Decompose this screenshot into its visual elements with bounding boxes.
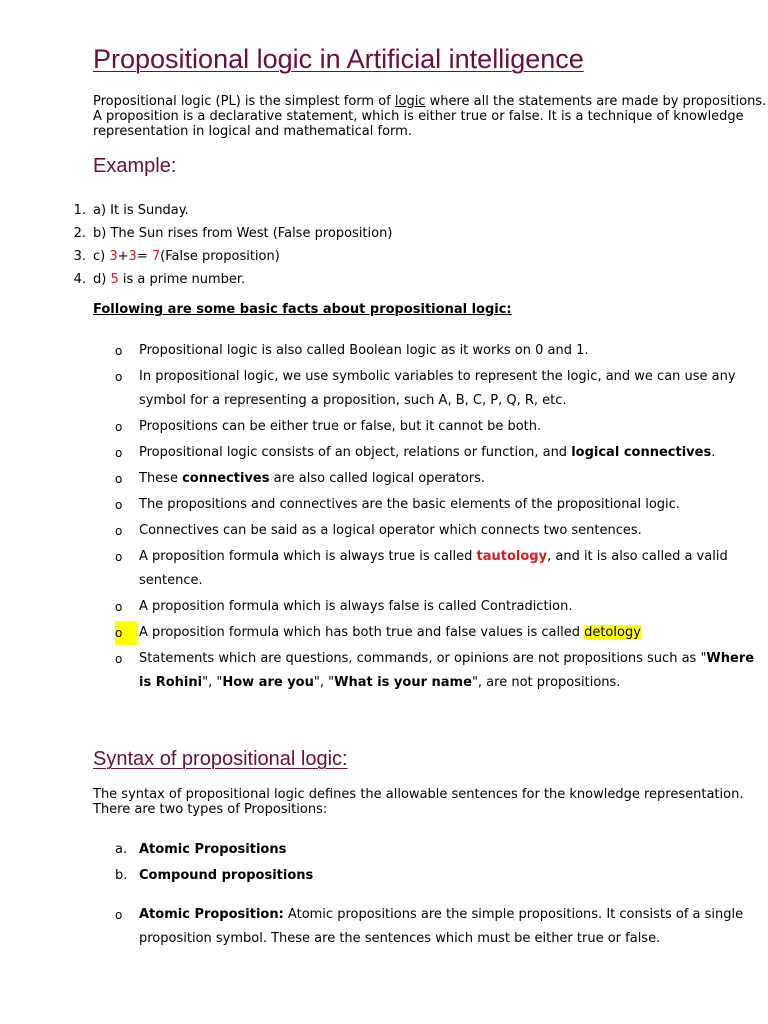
atomic-label: Atomic Proposition: — [139, 907, 284, 922]
fact-item — [0, 519, 768, 543]
atomic-list — [0, 903, 768, 953]
bullet-marker: o — [115, 344, 123, 358]
fact-text: , and it is also called a valid sentence. — [139, 549, 728, 588]
bold-quote: Where is Rohini — [139, 651, 755, 690]
syntax-heading: Syntax of propositional logic: — [93, 748, 348, 770]
fact-item — [0, 903, 768, 951]
bullet-marker: o — [115, 472, 123, 486]
red-number: 3 — [109, 249, 118, 264]
bullet-marker: o — [115, 524, 123, 538]
fact-text: The propositions and connectives are the basic elements of the propositional logic. — [139, 497, 680, 512]
bold-term: logical connectives — [571, 445, 712, 460]
equals-operator: = — [136, 249, 152, 264]
bold-quote: How are you — [222, 675, 314, 690]
red-number: 5 — [110, 272, 119, 287]
list-item-text: Compound propositions — [139, 868, 314, 883]
facts-heading: Following are some basic facts about propositional logic: — [93, 302, 512, 317]
highlighted-term: detology — [584, 625, 641, 640]
facts-list — [0, 339, 768, 697]
syntax-intro-paragraph: The syntax of propositional logic defines the allowable sentences for the knowledge representation. There are two types of Propositions: — [93, 787, 744, 817]
fact-item — [0, 493, 768, 517]
fact-item — [0, 339, 768, 363]
example-suffix: (False proposition) — [160, 249, 280, 264]
list-letter: b. — [115, 868, 128, 883]
bullet-marker: o — [115, 420, 123, 434]
logic-link[interactable]: logic — [394, 94, 426, 109]
list-item-text: a) It is Sunday. — [93, 203, 189, 218]
example-heading: Example: — [93, 155, 177, 177]
page-title: Propositional logic in Artificial intelligence — [93, 44, 584, 74]
plus-operator: + — [117, 249, 129, 264]
list-item-text — [93, 271, 245, 289]
bold-quote: What is your name — [334, 675, 472, 690]
fact-item — [0, 441, 768, 465]
example-prefix: d) — [93, 272, 111, 287]
fact-text: Propositions can be either true or false, but it cannot be both. — [139, 419, 542, 434]
bullet-marker: o — [115, 370, 123, 384]
fact-text: In propositional logic, we use symbolic variables to represent the logic, and we can use any symbol for a representing a proposition, such A, B, C, P, Q, R, etc. — [139, 369, 736, 408]
bullet-marker: o — [115, 446, 123, 460]
fact-text: A proposition formula which is always false is called Contradiction. — [139, 599, 573, 614]
fact-item — [0, 621, 768, 645]
tautology-term: tautology — [476, 549, 548, 564]
fact-item — [0, 647, 768, 695]
fact-item — [0, 365, 768, 413]
example-prefix: c) — [93, 249, 110, 264]
fact-item — [0, 545, 768, 593]
red-number: 7 — [151, 249, 161, 264]
list-item-text: Atomic Propositions — [139, 842, 287, 857]
list-letter: a. — [115, 842, 128, 857]
fact-text: ", " — [313, 675, 335, 690]
fact-text: ", " — [202, 675, 223, 690]
list-number: 4. — [73, 272, 86, 287]
fact-text: . — [711, 445, 716, 460]
fact-text: Statements which are questions, commands, or opinions are not propositions such as " — [139, 651, 707, 666]
list-item-text — [93, 248, 280, 266]
fact-text: Propositional logic consists of an object, relations or function, and — [139, 445, 572, 460]
example-suffix: is a prime number. — [118, 272, 246, 287]
fact-item — [0, 595, 768, 619]
fact-text: are also called logical operators. — [269, 471, 486, 486]
list-number: 3. — [73, 249, 86, 264]
intro-paragraph — [93, 94, 768, 139]
fact-text: These — [139, 471, 183, 486]
fact-text: Connectives can be said as a logical operator which connects two sentences. — [139, 523, 642, 538]
list-number: 2. — [73, 226, 86, 241]
bullet-marker: o — [115, 550, 123, 564]
bullet-marker: o — [115, 621, 137, 645]
fact-text: A proposition formula which has both true and false values is called — [139, 625, 585, 640]
fact-item — [0, 467, 768, 491]
list-number: 1. — [73, 203, 86, 218]
fact-text: Propositional logic is also called Boolean logic as it works on 0 and 1. — [139, 343, 589, 358]
fact-text: A proposition formula which is always true is called — [139, 549, 477, 564]
fact-text: ", are not propositions. — [471, 675, 621, 690]
red-number: 3 — [128, 249, 137, 264]
bullet-marker: o — [115, 498, 123, 512]
bullet-marker: o — [115, 908, 123, 922]
atomic-text: Atomic propositions are the simple propositions. It consists of a single proposition symbol. These are the sentences which must be either true or false. — [139, 907, 744, 946]
intro-text-before-link: Propositional logic (PL) is the simplest form of — [93, 94, 395, 109]
fact-item — [0, 415, 768, 439]
bullet-marker: o — [115, 652, 123, 666]
intro-text-after-link: where all the statements are made by propositions. A proposition is a declarative statement, which is either true or false. It is a technique of knowledge representation in logical and mathematical form. — [93, 94, 767, 139]
list-item-text: b) The Sun rises from West (False proposition) — [93, 226, 393, 241]
bullet-marker: o — [115, 600, 123, 614]
bold-term: connectives — [182, 471, 270, 486]
